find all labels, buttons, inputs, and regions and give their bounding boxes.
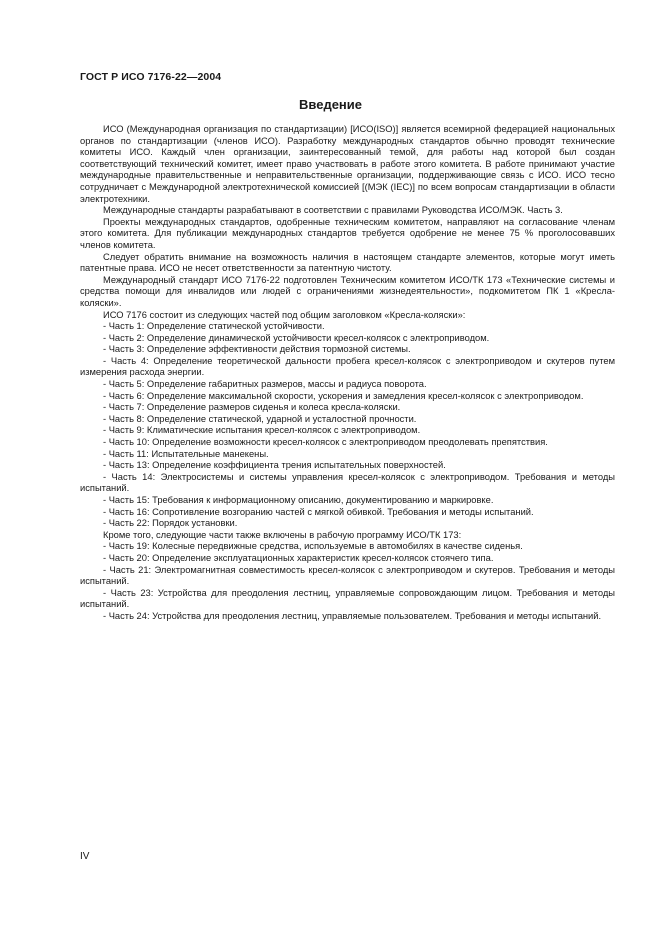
list-item-part-2: - Часть 2: Определение динамической устойчивости кресел-колясок с электроприводом. (103, 332, 490, 343)
list-item-part-5: - Часть 5: Определение габаритных размеров, массы и радиуса поворота. (103, 379, 427, 390)
list-item-part-16: - Часть 16: Сопротивление возгоранию частей с мягкой обивкой. Требования и методы испытаний. (103, 506, 534, 517)
paragraph-parts-intro: ИСО 7176 состоит из следующих частей под общим заголовком «Кресла-коляски»: (103, 309, 466, 320)
page-number: IV (80, 851, 90, 862)
paragraph-patent-notice: Следует обратить внимание на возможность наличия в настоящем стандарте элементов, которые могут иметь патентные права. ИСО не несет ответственности за патентную чистоту. (80, 251, 615, 274)
paragraph-draft-approval: Проекты международных стандартов, одобренные техническим комитетом, направляют на согласование членам этого комитета. Для публикации международных стандартов требуется одобрение не менее 75 % проголосовавших членов комитета. (80, 216, 615, 250)
list-item-part-1: - Часть 1: Определение статической устойчивости. (103, 321, 325, 332)
list-item-part-15: - Часть 15: Требования к информационному описанию, документированию и маркировке. (103, 495, 494, 505)
list-item-part-6: - Часть 6: Определение максимальной скорости, ускорения и замедления кресел-колясок с электроприводом. (103, 390, 584, 401)
standard-code-header: ГОСТ Р ИСО 7176-22—2004 (80, 71, 222, 83)
list-item-part-22: - Часть 22: Порядок установки. (103, 518, 238, 529)
list-item-part-10: - Часть 10: Определение возможности кресел-колясок с электроприводом преодолевать препятствия. (103, 437, 548, 448)
list-item-part-7: - Часть 7: Определение размеров сиденья и колеса кресла-коляски. (103, 402, 401, 413)
list-item-part-9: - Часть 9: Климатические испытания кресел-колясок с электроприводом. (103, 425, 421, 436)
introduction-body (80, 124, 615, 623)
list-item-part-24: - Часть 24: Устройства для преодоления лестниц, управляемые пользователем. Требования и методы испытаний. (103, 610, 602, 621)
paragraph-iec-guide: Международные стандарты разрабатывают в соответствии с правилами Руководства ИСО/МЭК. Часть 3. (103, 205, 563, 216)
list-item-part-21: - Часть 21: Электромагнитная совместимость кресел-колясок с электроприводом и скутеров. Требования и методы испытаний. (80, 564, 615, 587)
list-item-part-3: - Часть 3: Определение эффективности действия тормозной системы. (103, 344, 411, 355)
list-item-part-14: - Часть 14: Электросистемы и системы управления кресел-колясок с электроприводом. Требования и методы испытаний. (80, 471, 615, 494)
list-item-part-8: - Часть 8: Определение статической, ударной и усталостной прочности. (103, 413, 417, 424)
paragraph-standard-origin: Международный стандарт ИСО 7176-22 подготовлен Техническим комитетом ИСО/ТК 173 «Технические системы и средства помощи для инвалидов или людей с ограничениями жизнедеятельности», подкомитетом ПК 1 «Кресла-коляски». (80, 274, 615, 308)
paragraph-iso-overview: ИСО (Международная организация по стандартизации) [ИСО(ISO)] является всемирной федерацией национальных органов по стандартизации (членов ИСО). Разработку международных стандартов обычно проводят технические комитеты ИСО. Каждый член организации, заинтересованный темой, для работы над которой был создан соответствующий технический комитет, имеет право участвовать в работе этого комитета. В работе принимают участие международные правительственные и неправительственные организации, поддерживающие связь с ИСО. ИСО тесно сотрудничает с Международной электротехнической комиссией [(МЭК (IEC)] по всем вопросам стандартизации в области электротехники. (80, 124, 615, 204)
list-item-part-11: - Часть 11: Испытательные манекены. (103, 448, 269, 459)
list-item-part-20: - Часть 20: Определение эксплуатационных характеристик кресел-колясок стоячего типа. (103, 552, 494, 563)
section-title: Введение (299, 97, 362, 112)
list-item-part-19: - Часть 19: Колесные передвижные средства, используемые в автомобилях в качестве сиденья. (103, 541, 523, 552)
list-item-part-4: - Часть 4: Определение теоретической дальности пробега кресел-колясок с электроприводом и скутеров путем измерения расхода энергии. (80, 355, 615, 378)
list-item-part-23: - Часть 23: Устройства для преодоления лестниц, управляемые сопровождающим лицом. Требования и методы испытаний. (80, 587, 615, 610)
paragraph-additional-intro: Кроме того, следующие части также включены в рабочую программу ИСО/ТК 173: (103, 529, 462, 540)
list-item-part-13: - Часть 13: Определение коэффициента трения испытательных поверхностей. (103, 460, 446, 471)
